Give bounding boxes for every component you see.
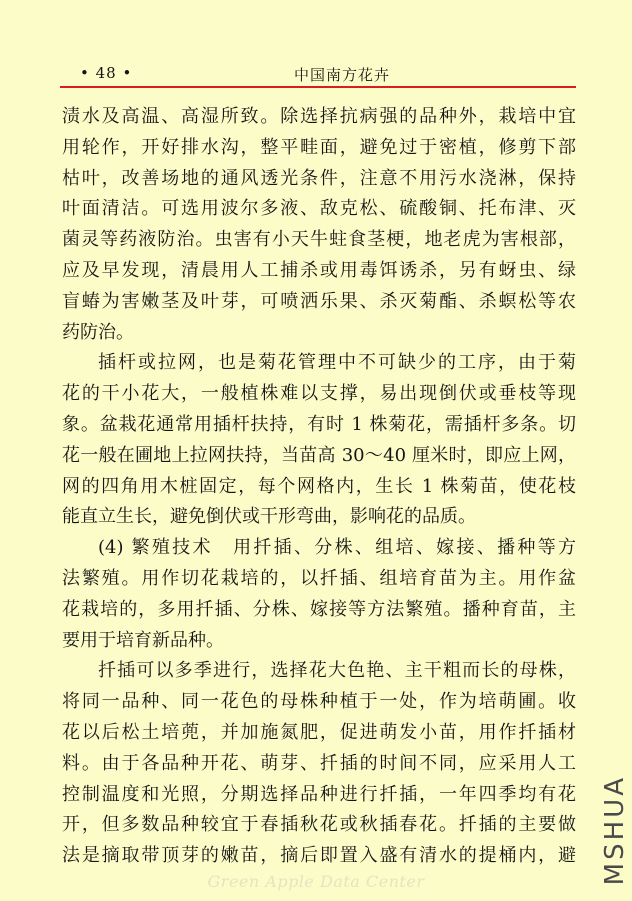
text-line: 药防治。 <box>62 321 134 343</box>
text-line: 叶面清洁。可选用波尔多液、敌克松、硫酸铜、托布津、灭 <box>62 198 576 220</box>
text-line: 要用于培育新品种。 <box>62 629 224 651</box>
text-line: 菌灵等药液防治。虫害有小天牛蛀食茎梗，地老虎为害根部， <box>62 229 576 251</box>
paragraph-2 <box>62 348 576 533</box>
text-line: 料。由于各品种开花、萌芽、扦插的时间不同，应采用人工 <box>62 752 576 774</box>
paragraph-3 <box>62 533 576 656</box>
page-number: • 48 • <box>80 64 133 82</box>
paragraph-4 <box>62 656 576 872</box>
paragraph-1 <box>62 102 576 348</box>
watermark-text: Green Apple Data Center <box>207 872 425 891</box>
text-line: 能直立生长，避免倒伏或干形弯曲，影响花的品质。 <box>62 506 476 528</box>
page-header <box>60 62 604 88</box>
text-line: 法是摘取带顶芽的嫩苗，摘后即置入盛有清水的提桶内，避 <box>62 845 576 867</box>
text-line: 应及早发现，清晨用人工捕杀或用毒饵诱杀，另有蚜虫、绿 <box>62 259 576 281</box>
text-line: 将同一品种、同一花色的母株种植于一处，作为培萌圃。收 <box>62 691 576 713</box>
text-line: 控制温度和光照，分期选择品种进行扦插，一年四季均有花 <box>62 783 576 805</box>
text-line: 花以后松土培蔸，并加施氮肥，促进萌发小苗，用作扦插材 <box>62 721 576 743</box>
text-line: 扦插可以多季进行，选择花大色艳、主干粗而长的母株， <box>98 660 576 682</box>
text-line: 花的干小花大，一般植株难以支撑，易出现倒伏或垂枝等现 <box>62 383 576 405</box>
text-line: 用轮作，开好排水沟，整平畦面，避免过于密植，修剪下部 <box>62 136 576 158</box>
text-line: 花一般在圃地上拉网扶持，当苗高 30～40 厘米时，即应上网， <box>62 444 576 466</box>
side-watermark: MSHUA <box>600 774 630 885</box>
text-line: 法繁殖。用作切花栽培的，以扦插、组培育苗为主。用作盆 <box>62 567 576 589</box>
text-line: (4) 繁殖技术 用扦插、分株、组培、嫁接、播种等方 <box>98 537 576 559</box>
text-line: 枯叶，改善场地的通风透光条件，注意不用污水浇淋，保持 <box>62 167 576 189</box>
running-title: 中国南方花卉 <box>293 66 390 84</box>
text-line: 花栽培的，多用扦插、分株、嫁接等方法繁殖。播种育苗，主 <box>62 598 576 620</box>
text-line: 网的四角用木桩固定，每个网格内，生长 1 株菊苗，使花枝 <box>62 475 576 497</box>
text-line: 渍水及高温、高湿所致。除选择抗病强的品种外，栽培中宜 <box>62 106 576 127</box>
text-line: 象。盆栽花通常用插杆扶持，有时 1 株菊花，需插杆多条。切 <box>62 413 576 435</box>
text-line: 插杆或拉网，也是菊花管理中不可缺少的工序，由于菊 <box>98 352 576 374</box>
text-line: 盲蝽为害嫩茎及叶芽，可喷洒乐果、杀灭菊酯、杀螟松等农 <box>62 290 576 312</box>
text-line: 开，但多数品种较宜于春插秋花或秋插春花。扦插的主要做 <box>62 814 576 836</box>
body-text <box>62 102 576 872</box>
header-rule <box>60 86 576 88</box>
